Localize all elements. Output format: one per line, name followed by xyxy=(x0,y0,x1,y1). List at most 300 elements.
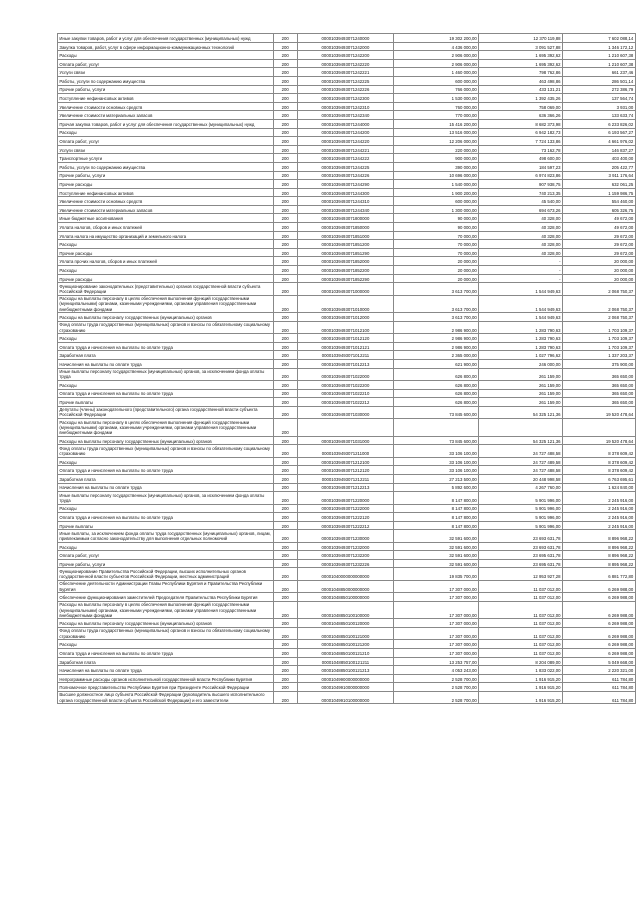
row-code-cell: 200 xyxy=(273,559,297,568)
row-name-cell: Расходы на выплаты персоналу государственных (муниципальных) органов xyxy=(58,313,274,322)
table-row xyxy=(58,171,636,180)
row-executed-cell: - xyxy=(479,274,563,283)
row-classification-cell: 00001039493071232226 xyxy=(297,559,394,568)
row-executed-cell: 246 000,00 xyxy=(479,360,563,369)
row-classification-cell: 00001039493071232200 xyxy=(297,551,394,560)
row-code-cell: 200 xyxy=(273,94,297,103)
row-name-cell: Расходы xyxy=(58,128,274,137)
row-executed-cell: 23 693 631,78 xyxy=(479,530,563,542)
row-classification-cell: 00001039493071230000 xyxy=(297,530,394,542)
row-remaining-cell: 2 245 916,00 xyxy=(562,492,635,504)
row-executed-cell: 1 833 022,00 xyxy=(479,666,563,675)
row-classification-cell: 00001039493071242000 xyxy=(297,42,394,51)
row-remaining-cell: 8 378 609,42 xyxy=(562,457,635,466)
row-approved-cell: 2 986 900,00 xyxy=(394,321,479,333)
table-row xyxy=(58,145,636,154)
row-approved-cell: 1 530 000,00 xyxy=(394,94,479,103)
row-name-cell: Расходы xyxy=(58,457,274,466)
row-executed-cell: 54 325 121,36 xyxy=(479,406,563,418)
row-code-cell: 200 xyxy=(273,419,297,437)
row-approved-cell: 2 986 900,00 xyxy=(394,334,479,343)
row-code-cell: 200 xyxy=(273,188,297,197)
table-row xyxy=(58,154,636,163)
row-remaining-cell: 2 068 750,37 xyxy=(562,283,635,295)
table-row xyxy=(58,180,636,189)
row-name-cell: Расходы xyxy=(58,51,274,60)
row-name-cell: Прочие работы, услуги xyxy=(58,559,274,568)
row-code-cell: 200 xyxy=(273,68,297,77)
row-code-cell: 200 xyxy=(273,649,297,658)
row-name-cell: Расходы xyxy=(58,240,274,249)
table-row xyxy=(58,640,636,649)
row-executed-cell: 24 727 489,58 xyxy=(479,457,563,466)
row-approved-cell: 32 591 600,00 xyxy=(394,551,479,560)
row-remaining-cell: 2 220 321,00 xyxy=(562,666,635,675)
row-approved-cell: 2 528 700,00 xyxy=(394,683,479,692)
row-classification-cell: 00001039493071850000 xyxy=(297,223,394,232)
row-executed-cell: 11 037 012,00 xyxy=(479,601,563,619)
row-approved-cell: 626 800,00 xyxy=(394,389,479,398)
table-row xyxy=(58,398,636,407)
row-code-cell: 200 xyxy=(273,492,297,504)
row-remaining-cell: 19 520 478,64 xyxy=(562,436,635,445)
row-remaining-cell: 611 784,80 xyxy=(562,692,635,704)
row-classification-cell: 00001039493071212100 xyxy=(297,457,394,466)
row-remaining-cell: 49 672,00 xyxy=(562,214,635,223)
row-approved-cell: 770 000,00 xyxy=(394,111,479,120)
row-classification-cell: 00001039493071012213 xyxy=(297,360,394,369)
row-approved-cell: 8 147 800,00 xyxy=(394,513,479,522)
row-name-cell: Поступление нефинансовых активов xyxy=(58,188,274,197)
row-name-cell: Фонд оплаты труда государственных (муниципальных) органов и взносы по обязательному социальному страхованию xyxy=(58,628,274,640)
table-row xyxy=(58,257,636,266)
row-executed-cell: 1 283 790,63 xyxy=(479,342,563,351)
row-classification-cell: 00001039493071022212 xyxy=(297,398,394,407)
row-classification-cell: 00001039493071244000 xyxy=(297,119,394,128)
table-row xyxy=(58,59,636,68)
row-classification-cell: 00001048850000000000 xyxy=(297,580,394,592)
row-executed-cell: 463 498,86 xyxy=(479,76,563,85)
row-approved-cell: 2 906 000,00 xyxy=(394,59,479,68)
row-remaining-cell: 6 269 988,00 xyxy=(562,649,635,658)
row-classification-cell: 00001039493071244220 xyxy=(297,137,394,146)
row-name-cell: Расходы xyxy=(58,542,274,551)
row-classification-cell: 00001048850100121000 xyxy=(297,628,394,640)
row-remaining-cell: 137 564,74 xyxy=(562,94,635,103)
table-row xyxy=(58,51,636,60)
row-code-cell: 200 xyxy=(273,102,297,111)
table-row xyxy=(58,619,636,628)
row-name-cell: Обеспечение деятельности Администрации Главы Республики Бурятия и Правительства Республики Бурятия xyxy=(58,580,274,592)
row-code-cell: 200 xyxy=(273,85,297,94)
row-remaining-cell: 146 837,27 xyxy=(562,145,635,154)
row-name-cell: Расходы xyxy=(58,266,274,275)
row-code-cell: 200 xyxy=(273,513,297,522)
row-remaining-cell: 6 269 988,00 xyxy=(562,619,635,628)
row-name-cell: Расходы на выплаты персоналу государственных (муниципальных) органов xyxy=(58,436,274,445)
row-name-cell: Оплата работ, услуг xyxy=(58,59,274,68)
row-remaining-cell: 6 269 988,00 xyxy=(562,593,635,602)
row-executed-cell: 1 544 949,63 xyxy=(479,283,563,295)
row-executed-cell: 798 762,86 xyxy=(479,68,563,77)
row-name-cell: Расходы xyxy=(58,504,274,513)
row-code-cell: 200 xyxy=(273,504,297,513)
row-remaining-cell: 605 326,75 xyxy=(562,205,635,214)
row-approved-cell: 1 540 000,00 xyxy=(394,180,479,189)
row-code-cell: 200 xyxy=(273,313,297,322)
table-row xyxy=(58,389,636,398)
row-remaining-cell: 29 672,00 xyxy=(562,231,635,240)
row-code-cell: 200 xyxy=(273,257,297,266)
row-executed-cell: 3 091 527,88 xyxy=(479,42,563,51)
row-code-cell: 200 xyxy=(273,59,297,68)
row-approved-cell: 600 000,00 xyxy=(394,197,479,206)
row-remaining-cell: 8 896 968,22 xyxy=(562,530,635,542)
row-name-cell: Увеличение стоимости основных средств xyxy=(58,197,274,206)
row-executed-cell: 184 597,23 xyxy=(479,162,563,171)
row-approved-cell: 13 253 757,00 xyxy=(394,657,479,666)
row-remaining-cell: 49 672,00 xyxy=(562,223,635,232)
row-remaining-cell: 661 237,46 xyxy=(562,68,635,77)
table-row xyxy=(58,351,636,360)
row-approved-cell: 621 900,00 xyxy=(394,360,479,369)
row-remaining-cell: 29 672,00 xyxy=(562,240,635,249)
row-code-cell: 200 xyxy=(273,474,297,483)
row-code-cell: 200 xyxy=(273,321,297,333)
row-approved-cell: 13 516 000,00 xyxy=(394,128,479,137)
row-name-cell: Уплата налога на имущество организаций и земельного налога xyxy=(58,231,274,240)
row-executed-cell: - xyxy=(479,257,563,266)
row-approved-cell: 3 613 700,00 xyxy=(394,295,479,313)
row-remaining-cell: 1 337 203,37 xyxy=(562,351,635,360)
row-executed-cell: 1 283 790,63 xyxy=(479,321,563,333)
table-row xyxy=(58,445,636,457)
row-name-cell: Иные закупки товаров, работ и услуг для обеспечения государственных (муниципальных) нужд xyxy=(58,34,274,43)
row-approved-cell: 15 416 200,00 xyxy=(394,119,479,128)
row-executed-cell: 1 916 915,20 xyxy=(479,683,563,692)
row-name-cell: Полномочное представительство Республики Бурятия при Президенте Российской Федерации xyxy=(58,683,274,692)
row-executed-cell: 758 069,00 xyxy=(479,102,563,111)
row-remaining-cell: 6 269 988,00 xyxy=(562,601,635,619)
row-classification-cell: 00001039493071232000 xyxy=(297,542,394,551)
row-name-cell: Прочие работы, услуги xyxy=(58,171,274,180)
row-code-cell: 200 xyxy=(273,42,297,51)
row-approved-cell: 33 106 100,00 xyxy=(394,457,479,466)
row-executed-cell: 12 370 119,88 xyxy=(479,34,563,43)
table-body xyxy=(58,34,636,704)
row-approved-cell: 1 300 000,00 xyxy=(394,205,479,214)
row-executed-cell: 740 213,35 xyxy=(479,188,563,197)
row-remaining-cell: 632 061,25 xyxy=(562,180,635,189)
row-executed-cell: 5 901 996,00 xyxy=(479,492,563,504)
row-executed-cell: 40 328,00 xyxy=(479,248,563,257)
row-name-cell: Прочие работы, услуги xyxy=(58,85,274,94)
row-executed-cell: 40 328,00 xyxy=(479,214,563,223)
row-approved-cell: 2 365 000,00 xyxy=(394,351,479,360)
row-executed-cell: 1 695 392,62 xyxy=(479,59,563,68)
row-name-cell: Фонд оплаты труда государственных (муниципальных) органов и взносы по обязательному социальному страхованию xyxy=(58,321,274,333)
row-code-cell: 200 xyxy=(273,231,297,240)
row-approved-cell: 17 307 000,00 xyxy=(394,601,479,619)
table-row xyxy=(58,137,636,146)
row-code-cell: 200 xyxy=(273,205,297,214)
row-classification-cell: 00001039493071244310 xyxy=(297,197,394,206)
row-code-cell: 200 xyxy=(273,34,297,43)
row-approved-cell: 900 000,00 xyxy=(394,154,479,163)
row-code-cell: 200 xyxy=(273,111,297,120)
table-row xyxy=(58,492,636,504)
row-classification-cell: 00001048850100121200 xyxy=(297,640,394,649)
row-name-cell: Оплата труда и начисления на выплаты по оплате труда xyxy=(58,649,274,658)
row-code-cell: 200 xyxy=(273,389,297,398)
row-approved-cell: 17 307 000,00 xyxy=(394,640,479,649)
row-executed-cell: 261 159,00 xyxy=(479,368,563,380)
row-remaining-cell: 6 233 826,02 xyxy=(562,119,635,128)
row-remaining-cell: 365 650,00 xyxy=(562,398,635,407)
row-approved-cell: 19 835 700,00 xyxy=(394,568,479,580)
row-code-cell: 200 xyxy=(273,568,297,580)
row-remaining-cell: 3 931,00 xyxy=(562,102,635,111)
row-classification-cell: 00001039493071800000 xyxy=(297,214,394,223)
row-approved-cell: 32 591 600,00 xyxy=(394,530,479,542)
table-row xyxy=(58,214,636,223)
row-approved-cell: 8 147 800,00 xyxy=(394,504,479,513)
row-executed-cell: 261 159,00 xyxy=(479,398,563,407)
row-remaining-cell: 365 650,00 xyxy=(562,380,635,389)
row-remaining-cell: 6 763 695,61 xyxy=(562,474,635,483)
row-code-cell: 200 xyxy=(273,240,297,249)
row-name-cell: Оплата работ, услуг xyxy=(58,551,274,560)
row-classification-cell: 00001039493071010000 xyxy=(297,295,394,313)
row-classification-cell: 00001039493071000000 xyxy=(297,283,394,295)
table-row xyxy=(58,274,636,283)
row-approved-cell: 32 591 600,00 xyxy=(394,542,479,551)
table-row xyxy=(58,205,636,214)
row-approved-cell: 3 613 700,00 xyxy=(394,313,479,322)
row-code-cell: 200 xyxy=(273,445,297,457)
table-row xyxy=(58,649,636,658)
row-executed-cell: 7 724 133,86 xyxy=(479,137,563,146)
table-row xyxy=(58,223,636,232)
row-code-cell: 200 xyxy=(273,283,297,295)
row-code-cell: 200 xyxy=(273,368,297,380)
row-executed-cell xyxy=(479,419,563,437)
row-name-cell: Начисления на выплаты по оплате труда xyxy=(58,666,274,675)
table-row xyxy=(58,34,636,43)
row-approved-cell: 17 307 000,00 xyxy=(394,649,479,658)
row-code-cell: 200 xyxy=(273,351,297,360)
row-classification-cell: 00001039493071222000 xyxy=(297,504,394,513)
row-classification-cell: 00001039493071022210 xyxy=(297,389,394,398)
row-remaining-cell: 2 245 916,00 xyxy=(562,521,635,530)
budget-report-sheet xyxy=(57,33,634,704)
row-classification-cell: 00001039493071030000 xyxy=(297,406,394,418)
row-name-cell: Оплата труда и начисления на выплаты по оплате труда xyxy=(58,389,274,398)
row-code-cell: 200 xyxy=(273,657,297,666)
row-code-cell: 200 xyxy=(273,360,297,369)
row-remaining-cell: 1 346 172,12 xyxy=(562,42,635,51)
row-remaining-cell: 611 784,80 xyxy=(562,683,635,692)
row-code-cell: 200 xyxy=(273,436,297,445)
row-classification-cell: 00001039493071212211 xyxy=(297,474,394,483)
table-row xyxy=(58,342,636,351)
row-approved-cell: 626 800,00 xyxy=(394,380,479,389)
table-row xyxy=(58,295,636,313)
row-code-cell: 200 xyxy=(273,398,297,407)
table-row xyxy=(58,568,636,580)
row-classification-cell: 00001049900000000000 xyxy=(297,674,394,683)
row-name-cell: Иные выплаты персоналу государственных (муниципальных) органов, за исключением фонда оплаты труда xyxy=(58,368,274,380)
row-name-cell: Расходы на выплаты персоналу в целях обеспечения выполнения функций государственными (муниципальными) органами, казенными учреждениями, органами управления государственными внебюджетными фондами xyxy=(58,295,274,313)
row-classification-cell: 00001039493071244290 xyxy=(297,180,394,189)
table-row xyxy=(58,657,636,666)
row-name-cell: Начисления на выплаты по оплате труда xyxy=(58,360,274,369)
row-remaining-cell: 133 633,74 xyxy=(562,111,635,120)
row-remaining-cell: 8 378 609,42 xyxy=(562,466,635,475)
row-remaining-cell xyxy=(562,419,635,437)
row-remaining-cell: 6 269 988,00 xyxy=(562,580,635,592)
row-remaining-cell: 6 269 988,00 xyxy=(562,640,635,649)
row-name-cell: Прочие выплаты xyxy=(58,398,274,407)
row-remaining-cell: 375 900,00 xyxy=(562,360,635,369)
row-executed-cell: 23 695 631,78 xyxy=(479,559,563,568)
row-executed-cell: 11 037 012,00 xyxy=(479,640,563,649)
table-row xyxy=(58,119,636,128)
row-name-cell: Высшее должностное лицо субъекта Российской Федерации (руководитель высшего исполнительного органа государственной власти субъекта Российской Федерации) и его заместители xyxy=(58,692,274,704)
row-classification-cell: 00001039493071244225 xyxy=(297,162,394,171)
row-code-cell: 200 xyxy=(273,521,297,530)
row-executed-cell: 433 131,21 xyxy=(479,85,563,94)
row-code-cell: 200 xyxy=(273,76,297,85)
row-remaining-cell: 1 159 986,75 xyxy=(562,188,635,197)
row-code-cell: 200 xyxy=(273,154,297,163)
row-code-cell: 200 xyxy=(273,640,297,649)
row-classification-cell: 00001049910000000000 xyxy=(297,683,394,692)
row-code-cell: 200 xyxy=(273,683,297,692)
table-row xyxy=(58,580,636,592)
row-executed-cell: 6 942 182,73 xyxy=(479,128,563,137)
table-row xyxy=(58,283,636,295)
row-code-cell: 200 xyxy=(273,197,297,206)
row-classification-cell: 00001040000000000000 xyxy=(297,568,394,580)
row-code-cell: 200 xyxy=(273,674,297,683)
row-code-cell: 200 xyxy=(273,466,297,475)
row-code-cell: 200 xyxy=(273,274,297,283)
row-executed-cell: 261 159,00 xyxy=(479,389,563,398)
row-name-cell: Расходы xyxy=(58,640,274,649)
row-code-cell: 200 xyxy=(273,593,297,602)
row-remaining-cell: 19 520 478,64 xyxy=(562,406,635,418)
row-classification-cell xyxy=(297,419,394,437)
row-code-cell: 200 xyxy=(273,180,297,189)
row-executed-cell: 1 916 915,20 xyxy=(479,692,563,704)
row-remaining-cell: 272 386,79 xyxy=(562,85,635,94)
table-row xyxy=(58,559,636,568)
row-classification-cell: 00001048850100121210 xyxy=(297,649,394,658)
row-classification-cell: 00001039493071212213 xyxy=(297,483,394,492)
row-name-cell: Заработная плата xyxy=(58,474,274,483)
row-remaining-cell: 29 672,00 xyxy=(562,248,635,257)
row-executed-cell: 40 328,00 xyxy=(479,223,563,232)
table-row xyxy=(58,266,636,275)
row-code-cell: 200 xyxy=(273,530,297,542)
row-executed-cell: 261 159,00 xyxy=(479,380,563,389)
row-remaining-cell: 611 784,80 xyxy=(562,674,635,683)
row-executed-cell: - xyxy=(479,266,563,275)
row-remaining-cell: 20 000,00 xyxy=(562,274,635,283)
row-classification-cell: 00001048850100120000 xyxy=(297,619,394,628)
row-executed-cell: 1 544 949,63 xyxy=(479,313,563,322)
row-approved-cell: 1 460 000,00 xyxy=(394,68,479,77)
row-executed-cell: 5 901 996,00 xyxy=(479,504,563,513)
row-remaining-cell: 554 460,00 xyxy=(562,197,635,206)
row-approved-cell: 90 000,00 xyxy=(394,214,479,223)
row-name-cell: Закупка товаров, работ, услуг в сфере информационно-коммуникационных технологий xyxy=(58,42,274,51)
row-name-cell: Заработная плата xyxy=(58,351,274,360)
row-classification-cell: 00001039493071242340 xyxy=(297,111,394,120)
row-approved-cell: 73 845 600,00 xyxy=(394,436,479,445)
row-approved-cell: 8 147 800,00 xyxy=(394,521,479,530)
row-remaining-cell: 6 881 772,80 xyxy=(562,568,635,580)
row-approved-cell: 17 307 000,00 xyxy=(394,628,479,640)
row-executed-cell: 24 727 488,58 xyxy=(479,445,563,457)
row-approved-cell: 626 800,00 xyxy=(394,368,479,380)
row-name-cell: Работы, услуги по содержанию имущества xyxy=(58,76,274,85)
row-remaining-cell: 8 896 968,22 xyxy=(562,542,635,551)
row-classification-cell: 00001039493071244221 xyxy=(297,145,394,154)
row-approved-cell: 90 000,00 xyxy=(394,223,479,232)
row-code-cell: 200 xyxy=(273,542,297,551)
row-code-cell: 200 xyxy=(273,51,297,60)
row-name-cell: Увеличение стоимости основных средств xyxy=(58,102,274,111)
row-code-cell: 200 xyxy=(273,171,297,180)
row-executed-cell: 1 027 796,62 xyxy=(479,351,563,360)
row-code-cell: 200 xyxy=(273,457,297,466)
row-remaining-cell: 205 422,77 xyxy=(562,162,635,171)
row-remaining-cell: 2 068 750,37 xyxy=(562,313,635,322)
row-name-cell: Расходы на выплаты персоналу в целях обеспечения выполнения функций государственными (муниципальными) органами, казенными учреждениями, органами управления государственными внебюджетными фондами xyxy=(58,419,274,437)
row-classification-cell: 00001039493071852200 xyxy=(297,266,394,275)
row-name-cell: Иные выплаты персоналу государственных (муниципальных) органов, за исключением фонда оплаты труда xyxy=(58,492,274,504)
row-code-cell: 200 xyxy=(273,406,297,418)
row-executed-cell: 636 366,26 xyxy=(479,111,563,120)
row-remaining-cell: 1 703 109,37 xyxy=(562,334,635,343)
row-executed-cell: 54 325 121,36 xyxy=(479,436,563,445)
table-row xyxy=(58,334,636,343)
table-row xyxy=(58,76,636,85)
row-approved-cell: 390 000,00 xyxy=(394,162,479,171)
row-classification-cell: 00001039493071222212 xyxy=(297,521,394,530)
row-name-cell: Поступление нефинансовых активов xyxy=(58,94,274,103)
row-approved-cell: 2 528 700,00 xyxy=(394,674,479,683)
table-row xyxy=(58,102,636,111)
row-executed-cell: 1 283 790,63 xyxy=(479,334,563,343)
row-remaining-cell: 8 896 968,22 xyxy=(562,551,635,560)
row-classification-cell: 00001039493071012100 xyxy=(297,321,394,333)
row-approved-cell: 3 613 700,00 xyxy=(394,283,479,295)
table-row xyxy=(58,674,636,683)
table-row xyxy=(58,593,636,602)
row-approved-cell: 600 000,00 xyxy=(394,76,479,85)
table-row xyxy=(58,313,636,322)
row-approved-cell: 4 053 243,00 xyxy=(394,666,479,675)
row-name-cell: Расходы на выплаты персоналу в целях обеспечения выполнения функций государственными (муниципальными) органами, казенными учреждениями, органами управления государственными внебюджетными фондами xyxy=(58,601,274,619)
row-name-cell: Увеличение стоимости материальных запасов xyxy=(58,205,274,214)
row-remaining-cell: 1 210 607,38 xyxy=(562,51,635,60)
table-row xyxy=(58,474,636,483)
row-remaining-cell: 2 245 916,00 xyxy=(562,513,635,522)
row-name-cell: Расходы xyxy=(58,334,274,343)
